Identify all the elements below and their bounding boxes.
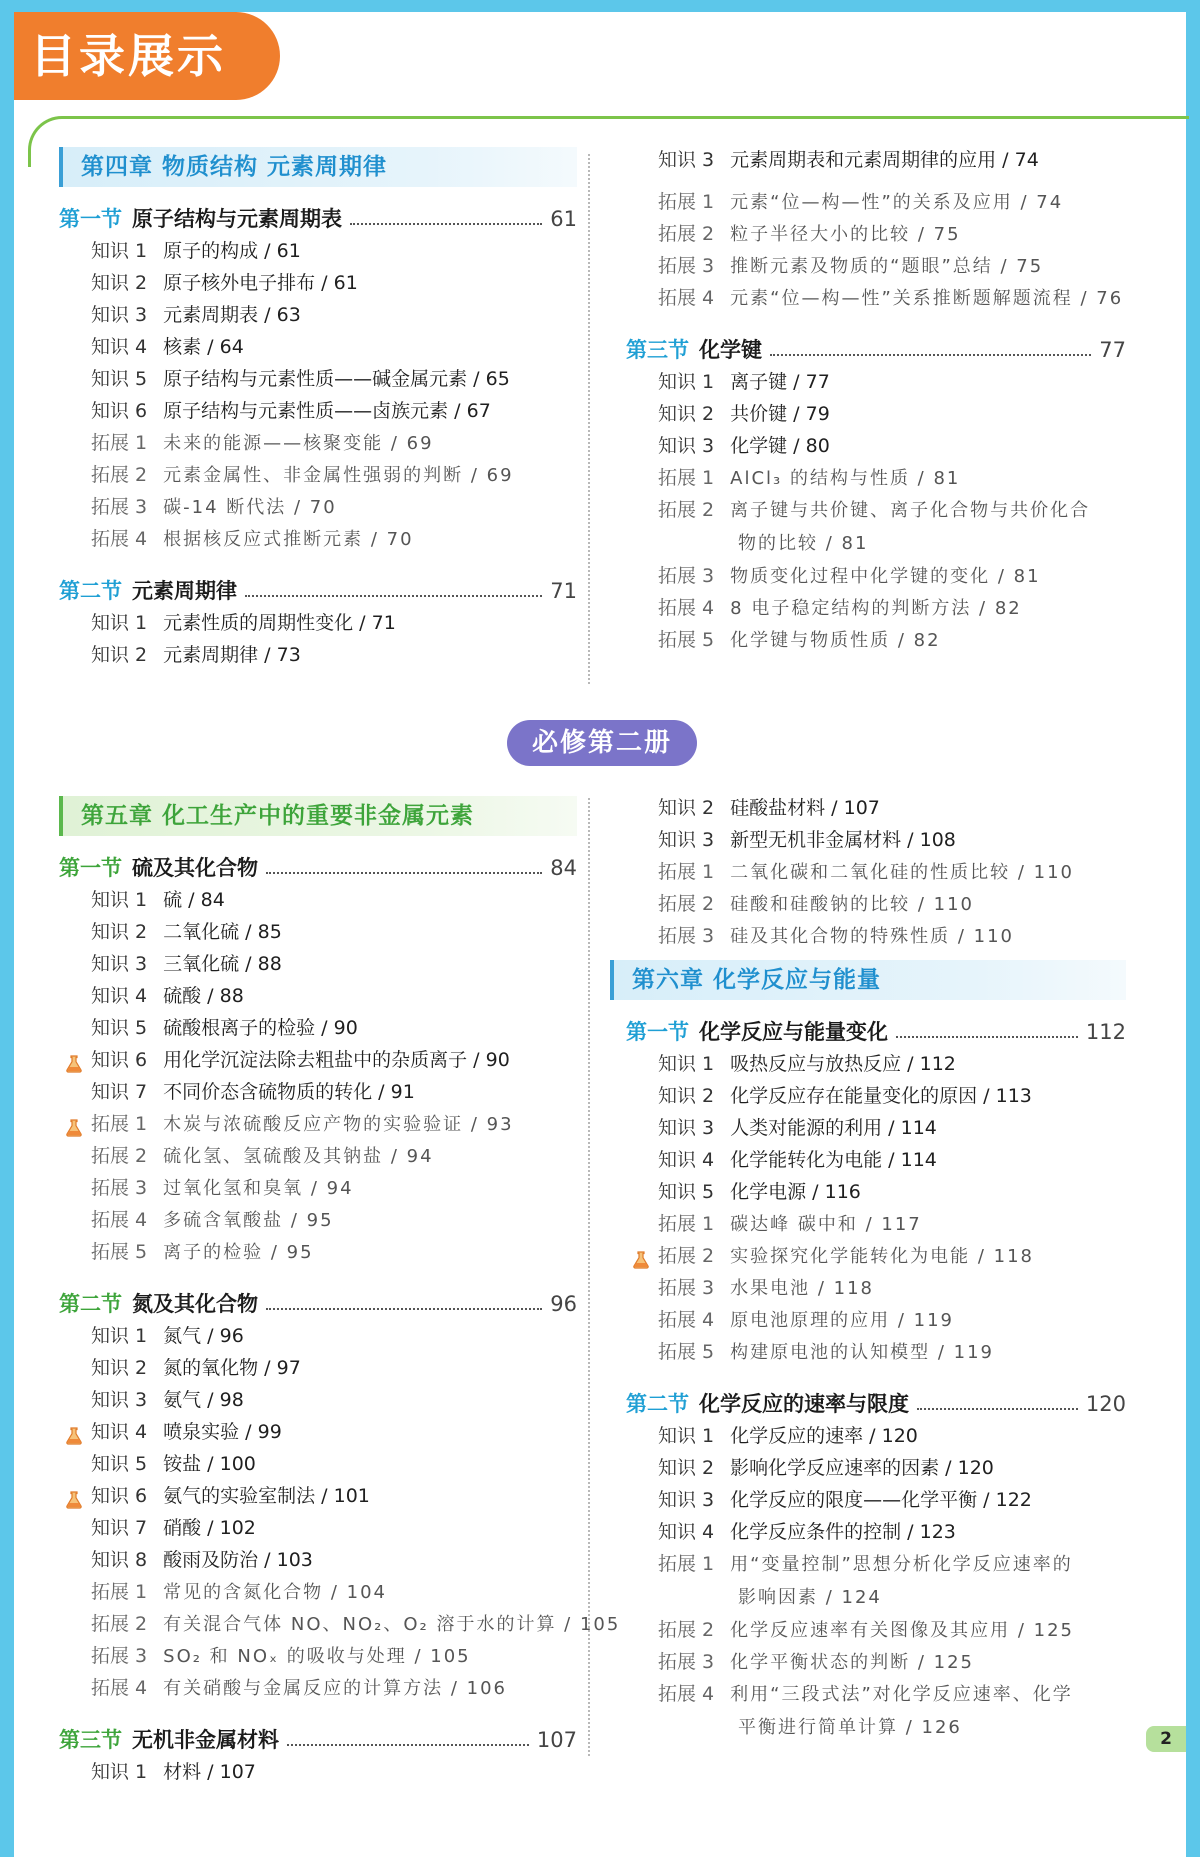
- toc-extension-entry: [626, 1614, 1126, 1646]
- entry-text: 元素性质的周期性变化 / 71: [163, 612, 396, 634]
- entry-tag: 拓展 3: [91, 496, 148, 518]
- entry-text: 水果电池 / 118: [730, 1278, 875, 1299]
- entry-text-continued: 影响因素 / 124: [738, 1587, 882, 1608]
- volume-label: 必修第二册: [507, 720, 697, 766]
- section-number: 第三节: [626, 338, 689, 362]
- entry-text: 氮的氧化物 / 97: [163, 1357, 301, 1379]
- entry-tag: 拓展 4: [91, 528, 148, 550]
- entry-tag: 知识 5: [91, 1017, 148, 1039]
- entry-tag: 知识 3: [658, 149, 715, 171]
- section-title: 原子结构与元素周期表: [132, 207, 342, 231]
- entry-text: 化学键与物质性质 / 82: [730, 630, 941, 651]
- entry-tag: 拓展 1: [658, 467, 715, 489]
- toc-knowledge-entry: [626, 1452, 1126, 1484]
- entry-text: 硫 / 84: [163, 889, 225, 911]
- toc-knowledge-entry: [59, 1416, 577, 1448]
- entry-tag: 知识 4: [658, 1521, 715, 1543]
- entry-tag: 拓展 2: [658, 499, 715, 521]
- entry-tag: 知识 3: [658, 1117, 715, 1139]
- entry-tag: 知识 3: [658, 829, 715, 851]
- toc-column-chapter-4-cont: [626, 144, 1126, 656]
- leader-dots: [266, 1308, 542, 1310]
- toc-knowledge-entry: [59, 331, 577, 363]
- section-number: 第三节: [59, 1728, 122, 1752]
- entry-text: 化学键 / 80: [730, 435, 830, 457]
- toc-knowledge-entry: [59, 1320, 577, 1352]
- toc-extension-entry: [626, 1646, 1126, 1678]
- toc-knowledge-entry: [59, 639, 577, 671]
- toc-knowledge-entry: [626, 792, 1126, 824]
- toc-knowledge-entry: [59, 363, 577, 395]
- entry-text: 元素“位—构—性”的关系及应用 / 74: [730, 192, 1064, 213]
- entry-tag: 拓展 4: [658, 1309, 715, 1331]
- entry-text: 影响化学反应速率的因素 / 120: [730, 1457, 994, 1479]
- toc-extension-entry: [626, 1272, 1126, 1304]
- entry-text: 构建原电池的认知模型 / 119: [730, 1342, 995, 1363]
- toc-knowledge-entry: [59, 1012, 577, 1044]
- section-title: 氮及其化合物: [132, 1292, 258, 1316]
- entry-text: 碳-14 断代法 / 70: [163, 497, 337, 518]
- toc-knowledge-entry: [626, 1176, 1126, 1208]
- entry-tag: 知识 6: [91, 400, 148, 422]
- toc-knowledge-entry: [626, 1112, 1126, 1144]
- entry-text: 元素周期表和元素周期律的应用 / 74: [730, 149, 1039, 171]
- toc-knowledge-entry: [626, 1484, 1126, 1516]
- entry-tag: 拓展 5: [658, 629, 715, 651]
- toc-extension-entry: [59, 427, 577, 459]
- entry-tag: 知识 8: [91, 1549, 148, 1571]
- entry-tag: 知识 1: [658, 371, 715, 393]
- section-title: 硫及其化合物: [132, 856, 258, 880]
- toc-knowledge-entry: [59, 267, 577, 299]
- entry-text: 氮气 / 96: [163, 1325, 244, 1347]
- chapter-heading: 第四章 物质结构 元素周期律: [59, 147, 577, 187]
- entry-text: 硫酸根离子的检验 / 90: [163, 1017, 358, 1039]
- toc-knowledge-entry: [626, 430, 1126, 462]
- toc-knowledge-entry: [626, 1420, 1126, 1452]
- entry-text: 根据核反应式推断元素 / 70: [163, 529, 414, 550]
- toc-extension-entry: [59, 1236, 577, 1268]
- entry-tag: 知识 3: [91, 953, 148, 975]
- entry-tag: 知识 4: [91, 985, 148, 1007]
- toc-extension-entry: [626, 1678, 1126, 1744]
- chapter-heading: 第六章 化学反应与能量: [610, 960, 1126, 1000]
- toc-extension-entry: [626, 888, 1126, 920]
- toc-extension-entry: [59, 1172, 577, 1204]
- entry-text: 喷泉实验 / 99: [163, 1421, 282, 1443]
- toc-knowledge-entry: [59, 1448, 577, 1480]
- toc-knowledge-entry: [626, 366, 1126, 398]
- entry-text: 化学反应条件的控制 / 123: [730, 1521, 956, 1543]
- section-number: 第二节: [59, 579, 122, 603]
- entry-text: 原电池原理的应用 / 119: [730, 1310, 955, 1331]
- entry-tag: 拓展 2: [658, 223, 715, 245]
- entry-text: 粒子半径大小的比较 / 75: [730, 224, 961, 245]
- entry-text: 核素 / 64: [163, 336, 244, 358]
- entry-text: 有关混合气体 NO、NO₂、O₂ 溶于水的计算 / 105: [163, 1614, 621, 1635]
- toc-extension-entry: [626, 282, 1126, 314]
- spacer: [626, 314, 1126, 328]
- spacer: [59, 1268, 577, 1282]
- entry-text: 材料 / 107: [163, 1761, 256, 1783]
- entry-text: 氨气的实验室制法 / 101: [163, 1485, 370, 1507]
- entry-tag: 拓展 3: [91, 1177, 148, 1199]
- spacer: [59, 555, 577, 569]
- entry-text: 离子的检验 / 95: [163, 1242, 314, 1263]
- entry-text: 人类对能源的利用 / 114: [730, 1117, 937, 1139]
- entry-text: 酸雨及防治 / 103: [163, 1549, 313, 1571]
- entry-tag: 知识 1: [658, 1425, 715, 1447]
- entry-text: 不同价态含硫物质的转化 / 91: [163, 1081, 415, 1103]
- entry-tag: 知识 6: [91, 1049, 148, 1071]
- toc-knowledge-entry: [59, 884, 577, 916]
- toc-extension-entry: [59, 1576, 577, 1608]
- entry-text: 氨气 / 98: [163, 1389, 244, 1411]
- entry-text: 硝酸 / 102: [163, 1517, 256, 1539]
- entry-tag: 知识 1: [658, 1053, 715, 1075]
- section-page: 84: [550, 856, 577, 880]
- entry-tag: 知识 3: [91, 304, 148, 326]
- lead-entries: [610, 792, 1126, 952]
- toc-extension-entry: [626, 856, 1126, 888]
- toc-knowledge-entry: [626, 1048, 1126, 1080]
- entry-tag: 知识 5: [91, 368, 148, 390]
- section-title: 元素周期律: [132, 579, 237, 603]
- entry-tag: 拓展 1: [658, 1553, 715, 1575]
- entry-tag: 知识 4: [658, 1149, 715, 1171]
- section-page: 77: [1099, 338, 1126, 362]
- entry-text: 碳达峰 碳中和 / 117: [730, 1214, 922, 1235]
- toc-knowledge-entry: [626, 1080, 1126, 1112]
- toc-extension-entry: [626, 494, 1126, 560]
- chapter-heading: 第五章 化工生产中的重要非金属元素: [59, 796, 577, 836]
- toc-extension-entry: [59, 1640, 577, 1672]
- toc-knowledge-entry: [626, 824, 1126, 856]
- column-divider: [588, 798, 590, 1756]
- entry-tag: 知识 1: [91, 889, 148, 911]
- entry-text: 二氧化硫 / 85: [163, 921, 282, 943]
- entry-text: 实验探究化学能转化为电能 / 118: [730, 1246, 1035, 1267]
- section-number: 第二节: [626, 1392, 689, 1416]
- entry-tag: 知识 6: [91, 1485, 148, 1507]
- toc-extension-entry: [626, 624, 1126, 656]
- entry-tag: 知识 1: [91, 1761, 148, 1783]
- toc-extension-entry: [626, 560, 1126, 592]
- section-title: 化学反应与能量变化: [699, 1020, 888, 1044]
- entry-text: 离子键 / 77: [730, 371, 830, 393]
- toc-extension-entry: [59, 1608, 621, 1640]
- entry-tag: 知识 4: [91, 1421, 148, 1443]
- entry-text: 吸热反应与放热反应 / 112: [730, 1053, 956, 1075]
- entry-text: 物质变化过程中化学键的变化 / 81: [730, 566, 1041, 587]
- toc-column-chapter-5: [59, 796, 621, 1788]
- flask-icon: [65, 1423, 83, 1441]
- entry-text: 硅酸盐材料 / 107: [730, 797, 880, 819]
- toc-knowledge-entry: [59, 1044, 577, 1076]
- leader-dots: [917, 1408, 1078, 1410]
- entry-tag: 拓展 2: [658, 893, 715, 915]
- leader-dots: [896, 1036, 1078, 1038]
- entry-text-continued: 平衡进行简单计算 / 126: [738, 1717, 962, 1738]
- entry-tag: 知识 2: [658, 1457, 715, 1479]
- entry-tag: 知识 1: [91, 1325, 148, 1347]
- entry-text: 化学能转化为电能 / 114: [730, 1149, 937, 1171]
- entry-tag: 拓展 4: [658, 597, 715, 619]
- toc-extension-entry: [626, 592, 1126, 624]
- entry-text: 硅酸和硅酸钠的比较 / 110: [730, 894, 975, 915]
- flask-icon: [65, 1051, 83, 1069]
- page-title: 目录展示: [14, 12, 280, 100]
- section-title: 化学反应的速率与限度: [699, 1392, 909, 1416]
- entry-text: 化学电源 / 116: [730, 1181, 861, 1203]
- toc-section-heading: [626, 1388, 1126, 1420]
- entry-text: 离子键与共价键、离子化合物与共价化合: [730, 500, 1091, 521]
- toc-knowledge-entry: [59, 1352, 577, 1384]
- entry-tag: 知识 5: [658, 1181, 715, 1203]
- entry-tag: 拓展 4: [658, 287, 715, 309]
- toc-section-heading: [59, 575, 577, 607]
- entry-tag: 拓展 1: [91, 1113, 148, 1135]
- entry-text: 硫化氢、氢硫酸及其钠盐 / 94: [163, 1146, 434, 1167]
- section-page: 120: [1085, 1392, 1126, 1416]
- toc-knowledge-entry: [59, 1756, 577, 1788]
- section-page: 71: [550, 579, 577, 603]
- spacer: [59, 1704, 577, 1718]
- toc-knowledge-entry: [59, 916, 577, 948]
- page-number: 2: [1146, 1726, 1186, 1752]
- toc-knowledge-entry: [59, 948, 577, 980]
- entry-text: 元素周期律 / 73: [163, 644, 301, 666]
- toc-extension-entry: [626, 250, 1126, 282]
- toc-knowledge-entry: [626, 1144, 1126, 1176]
- entry-tag: 拓展 3: [658, 255, 715, 277]
- entry-tag: 知识 7: [91, 1081, 148, 1103]
- section-page: 107: [536, 1728, 577, 1752]
- entry-tag: 知识 2: [658, 797, 715, 819]
- entry-text: 化学反应存在能量变化的原因 / 113: [730, 1085, 1032, 1107]
- entry-tag: 拓展 2: [91, 1613, 148, 1635]
- entry-tag: 拓展 5: [658, 1341, 715, 1363]
- entry-tag: 知识 2: [658, 1085, 715, 1107]
- section-title: 无机非金属材料: [132, 1728, 279, 1752]
- flask-icon: [632, 1247, 650, 1265]
- entry-tag: 知识 2: [91, 644, 148, 666]
- entry-text: 化学反应速率有关图像及其应用 / 125: [730, 1620, 1075, 1641]
- entry-text: 多硫含氧酸盐 / 95: [163, 1210, 334, 1231]
- leader-dots: [266, 872, 542, 874]
- toc-extension-entry: [626, 1240, 1126, 1272]
- toc-extension-entry: [59, 523, 577, 555]
- entry-tag: 知识 2: [91, 272, 148, 294]
- entry-tag: 知识 3: [658, 1489, 715, 1511]
- toc-knowledge-entry: [59, 980, 577, 1012]
- toc-extension-entry: [59, 1108, 577, 1140]
- toc-knowledge-entry: [626, 144, 1126, 176]
- flask-icon: [65, 1487, 83, 1505]
- section-title: 化学键: [699, 338, 762, 362]
- entry-tag: 拓展 5: [91, 1241, 148, 1263]
- toc-extension-entry: [626, 1548, 1126, 1614]
- entry-tag: 知识 2: [658, 403, 715, 425]
- leader-dots: [350, 223, 542, 225]
- entry-text: 原子核外电子排布 / 61: [163, 272, 358, 294]
- entry-text: 8 电子稳定结构的判断方法 / 82: [730, 598, 1022, 619]
- flask-icon: [65, 1115, 83, 1133]
- entry-tag: 拓展 4: [658, 1683, 715, 1705]
- section-page: 112: [1085, 1020, 1126, 1044]
- entry-tag: 拓展 1: [658, 861, 715, 883]
- entry-tag: 知识 2: [91, 1357, 148, 1379]
- toc-extension-entry: [59, 1204, 577, 1236]
- entry-text: 化学反应的限度——化学平衡 / 122: [730, 1489, 1032, 1511]
- entry-text: 用“变量控制”思想分析化学反应速率的: [730, 1554, 1073, 1575]
- spacer: [610, 952, 1126, 960]
- toc-page: [14, 12, 1186, 1857]
- toc-section-heading: [59, 1288, 577, 1320]
- entry-text: 二氧化碳和二氧化硅的性质比较 / 110: [730, 862, 1075, 883]
- toc-extension-entry: [626, 920, 1126, 952]
- section-number: 第一节: [59, 207, 122, 231]
- entry-text: 元素金属性、非金属性强弱的判断 / 69: [163, 465, 514, 486]
- entry-tag: 拓展 3: [658, 1651, 715, 1673]
- entry-tag: 拓展 4: [91, 1677, 148, 1699]
- entry-tag: 知识 3: [658, 435, 715, 457]
- section-page: 61: [550, 207, 577, 231]
- entry-tag: 拓展 2: [91, 464, 148, 486]
- toc-extension-entry: [626, 462, 1126, 494]
- entry-tag: 拓展 4: [91, 1209, 148, 1231]
- entry-text: 木炭与浓硫酸反应产物的实验验证 / 93: [163, 1114, 514, 1135]
- entry-tag: 拓展 1: [91, 1581, 148, 1603]
- section-page: 96: [550, 1292, 577, 1316]
- toc-extension-entry: [626, 1304, 1126, 1336]
- toc-knowledge-entry: [59, 1544, 577, 1576]
- chapter-6-sections: [610, 1016, 1126, 1744]
- toc-extension-entry: [59, 1672, 577, 1704]
- entry-tag: 拓展 1: [658, 1213, 715, 1235]
- toc-extension-entry: [626, 218, 1126, 250]
- entry-text: 元素“位—构—性”关系推断题解题流程 / 76: [730, 288, 1124, 309]
- toc-knowledge-entry: [59, 235, 577, 267]
- entry-tag: 知识 7: [91, 1517, 148, 1539]
- entry-text: 元素周期表 / 63: [163, 304, 301, 326]
- entry-text: AlCl₃ 的结构与性质 / 81: [730, 468, 961, 489]
- toc-knowledge-entry: [59, 607, 577, 639]
- entry-tag: 拓展 1: [658, 191, 715, 213]
- entry-text: 三氧化硫 / 88: [163, 953, 282, 975]
- entry-text: 新型无机非金属材料 / 108: [730, 829, 956, 851]
- toc-extension-entry: [59, 459, 577, 491]
- section-number: 第一节: [59, 856, 122, 880]
- entry-text: 原子结构与元素性质——碱金属元素 / 65: [163, 368, 510, 390]
- section-number: 第二节: [59, 1292, 122, 1316]
- toc-knowledge-entry: [59, 299, 577, 331]
- entry-tag: 拓展 3: [658, 1277, 715, 1299]
- toc-section-heading: [59, 1724, 577, 1756]
- spacer: [626, 1368, 1126, 1382]
- entry-tag: 知识 5: [91, 1453, 148, 1475]
- entry-text: 化学平衡状态的判断 / 125: [730, 1652, 975, 1673]
- toc-column-chapter-6: [610, 792, 1126, 1744]
- entry-text: 常见的含氮化合物 / 104: [163, 1582, 388, 1603]
- entry-tag: 知识 3: [91, 1389, 148, 1411]
- entry-tag: 知识 1: [91, 240, 148, 262]
- entry-tag: 知识 1: [91, 612, 148, 634]
- toc-knowledge-entry: [59, 1076, 577, 1108]
- entry-text: 原子的构成 / 61: [163, 240, 301, 262]
- toc-section-heading: [59, 852, 577, 884]
- toc-section-heading: [626, 1016, 1126, 1048]
- toc-knowledge-entry: [59, 1512, 577, 1544]
- entry-text: SO₂ 和 NOₓ 的吸收与处理 / 105: [163, 1646, 471, 1667]
- leader-dots: [287, 1744, 529, 1746]
- entry-tag: 知识 4: [91, 336, 148, 358]
- entry-text: 未来的能源——核聚变能 / 69: [163, 433, 434, 454]
- entry-text: 过氧化氢和臭氧 / 94: [163, 1178, 354, 1199]
- leader-dots: [245, 595, 542, 597]
- leader-dots: [770, 354, 1091, 356]
- toc-column-chapter-4: [59, 147, 577, 671]
- entry-tag: 知识 2: [91, 921, 148, 943]
- toc-section-heading: [626, 334, 1126, 366]
- entry-text-continued: 物的比较 / 81: [738, 533, 869, 554]
- toc-extension-entry: [59, 491, 577, 523]
- toc-extension-entry: [626, 1336, 1126, 1368]
- entry-text: 共价键 / 79: [730, 403, 830, 425]
- entry-tag: 拓展 1: [91, 432, 148, 454]
- entry-text: 用化学沉淀法除去粗盐中的杂质离子 / 90: [163, 1049, 510, 1071]
- toc-knowledge-entry: [626, 1516, 1126, 1548]
- toc-extension-entry: [626, 186, 1126, 218]
- toc-extension-entry: [59, 1140, 577, 1172]
- entry-tag: 拓展 2: [91, 1145, 148, 1167]
- entry-text: 硫酸 / 88: [163, 985, 244, 1007]
- toc-knowledge-entry: [59, 1384, 577, 1416]
- column-divider: [588, 154, 590, 684]
- entry-tag: 拓展 3: [91, 1645, 148, 1667]
- entry-text: 原子结构与元素性质——卤族元素 / 67: [163, 400, 491, 422]
- toc-section-heading: [59, 203, 577, 235]
- toc-knowledge-entry: [59, 395, 577, 427]
- toc-extension-entry: [626, 1208, 1126, 1240]
- entry-tag: 拓展 3: [658, 565, 715, 587]
- entry-text: 有关硝酸与金属反应的计算方法 / 106: [163, 1678, 508, 1699]
- entry-text: 推断元素及物质的“题眼”总结 / 75: [730, 256, 1044, 277]
- entry-tag: 拓展 3: [658, 925, 715, 947]
- entry-text: 化学反应的速率 / 120: [730, 1425, 918, 1447]
- toc-knowledge-entry: [59, 1480, 577, 1512]
- entry-text: 硅及其化合物的特殊性质 / 110: [730, 926, 1015, 947]
- section-number: 第一节: [626, 1020, 689, 1044]
- entry-text: 利用“三段式法”对化学反应速率、化学: [730, 1684, 1073, 1705]
- entry-tag: 拓展 2: [658, 1619, 715, 1641]
- entry-tag: 拓展 2: [658, 1245, 715, 1267]
- toc-knowledge-entry: [626, 398, 1126, 430]
- entry-text: 铵盐 / 100: [163, 1453, 256, 1475]
